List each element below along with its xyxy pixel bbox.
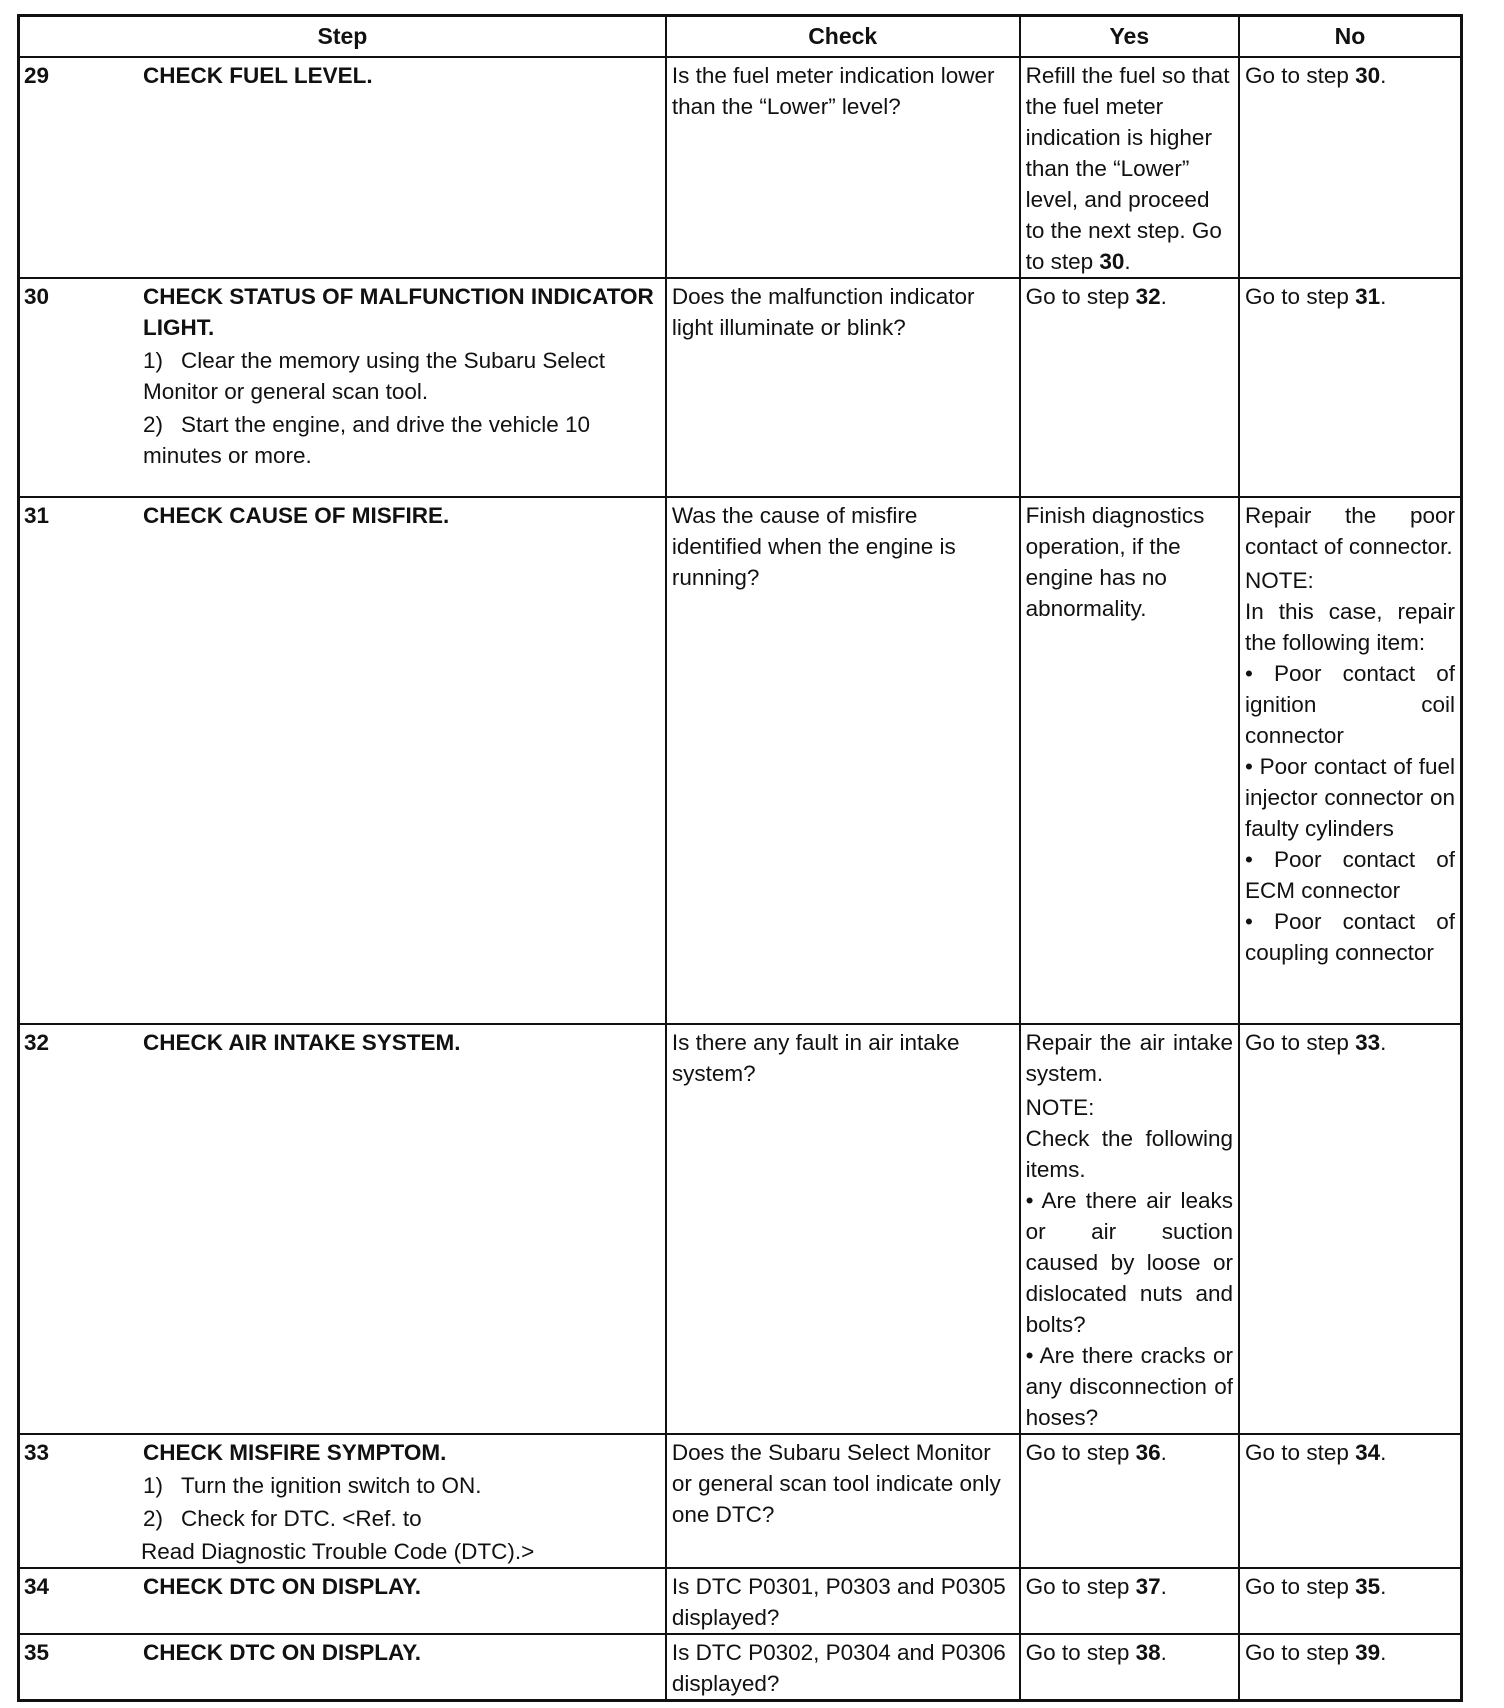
check-cell: Does the Subaru Select Monitor or general scan tool indicate only one DTC? <box>666 1434 1020 1568</box>
check-cell: Does the malfunction indicator light illuminate or blink? <box>666 278 1020 497</box>
yes-step-ref: 36 <box>1135 1440 1161 1465</box>
step-number: 34 <box>24 1574 50 1599</box>
header-no: No <box>1239 16 1461 58</box>
step-number: 33 <box>24 1440 50 1465</box>
yes-text: Go to step <box>1025 1640 1136 1665</box>
header-check: Check <box>666 16 1020 58</box>
yes-cell: Finish diagnostics operation, if the engine has no abnormality. <box>1020 497 1239 1024</box>
header-yes: Yes <box>1020 16 1239 58</box>
note-item: • Poor contact of fuel injector connector on faulty cylinders <box>1245 754 1455 841</box>
substep-label: 2) <box>143 1506 164 1531</box>
table-row <box>19 278 1462 497</box>
check-cell: Is DTC P0301, P0303 and P0305 displayed? <box>666 1568 1020 1634</box>
header-row <box>19 16 1462 58</box>
step-title: CHECK DTC ON DISPLAY. <box>143 1574 421 1599</box>
check-cell: Was the cause of misfire identified when the engine is running? <box>666 497 1020 1024</box>
note-intro: Check the following items. <box>1025 1126 1234 1182</box>
note-item: • Poor contact of ECM connector <box>1245 847 1455 903</box>
substep <box>143 409 657 471</box>
step-number: 35 <box>24 1640 50 1665</box>
yes-step-ref: 38 <box>1135 1640 1161 1665</box>
table-row <box>19 57 1462 278</box>
step-cell <box>19 1568 666 1634</box>
step-cell <box>19 57 666 278</box>
no-text: Go to step <box>1245 1574 1356 1599</box>
yes-cell: Refill the fuel so that the fuel meter indication is higher than the “Lower” level, and proceed to the next step. Go to step 30. <box>1020 57 1239 278</box>
reference-link[interactable]: Read Diagnostic Trouble Code (DTC).> <box>141 1539 535 1564</box>
table-row <box>19 1434 1462 1568</box>
note-item: • Poor contact of ignition coil connector <box>1245 661 1455 748</box>
no-cell: Go to step 39. <box>1239 1634 1461 1701</box>
no-step-ref: 30 <box>1355 63 1381 88</box>
yes-text: Go to step <box>1025 1574 1136 1599</box>
step-cell <box>19 278 666 497</box>
note-label: NOTE: <box>1025 1095 1095 1120</box>
step-title: CHECK STATUS OF MALFUNCTION INDICATOR LIGHT. <box>143 284 654 340</box>
no-cell: Go to step 30. <box>1239 57 1461 278</box>
substep-text: Clear the memory using the Subaru Select Monitor or general scan tool. <box>143 348 605 404</box>
substep-text: Check for DTC. <Ref. to <box>181 1506 422 1531</box>
yes-cell <box>1020 1024 1239 1434</box>
step-title: CHECK CAUSE OF MISFIRE. <box>143 503 450 528</box>
no-cell: Go to step 35. <box>1239 1568 1461 1634</box>
step-title: CHECK MISFIRE SYMPTOM. <box>143 1440 447 1465</box>
yes-step-ref: 37 <box>1135 1574 1161 1599</box>
no-text: Go to step <box>1245 63 1356 88</box>
step-number: 29 <box>24 63 50 88</box>
yes-step-ref: 32 <box>1135 284 1161 309</box>
yes-text: Refill the fuel so that the fuel meter indication is higher than the “Lower” level, and proceed to the next step. Go to step <box>1025 63 1230 274</box>
no-step-ref: 35 <box>1355 1574 1381 1599</box>
no-text: Go to step <box>1245 1640 1356 1665</box>
no-cell <box>1239 497 1461 1024</box>
yes-cell: Go to step 37. <box>1020 1568 1239 1634</box>
step-title: CHECK DTC ON DISPLAY. <box>143 1640 421 1665</box>
no-step-ref: 31 <box>1355 284 1381 309</box>
note-item: • Poor contact of coupling connector <box>1245 909 1455 965</box>
yes-text: Go to step <box>1025 284 1136 309</box>
check-cell: Is the fuel meter indication lower than the “Lower” level? <box>666 57 1020 278</box>
step-number: 31 <box>24 503 50 528</box>
substep <box>143 1470 657 1501</box>
substep-label: 1) <box>143 348 164 373</box>
yes-step-ref: 30 <box>1099 249 1125 274</box>
table-row <box>19 1568 1462 1634</box>
note-item: • Are there cracks or any disconnection of hoses? <box>1025 1343 1234 1430</box>
substep-text: Start the engine, and drive the vehicle 10 minutes or more. <box>143 412 591 468</box>
substep-label: 2) <box>143 412 164 437</box>
no-step-ref: 39 <box>1355 1640 1381 1665</box>
yes-cell: Go to step 32. <box>1020 278 1239 497</box>
step-number: 30 <box>24 284 50 309</box>
note-intro: In this case, repair the following item: <box>1245 599 1455 655</box>
step-title: CHECK AIR INTAKE SYSTEM. <box>143 1030 461 1055</box>
step-cell <box>19 1024 666 1434</box>
step-cell <box>19 1434 666 1568</box>
step-cell <box>19 1634 666 1701</box>
check-cell: Is there any fault in air intake system? <box>666 1024 1020 1434</box>
yes-text: Repair the air intake system. <box>1025 1030 1234 1086</box>
no-cell: Go to step 31. <box>1239 278 1461 497</box>
check-cell: Is DTC P0302, P0304 and P0306 displayed? <box>666 1634 1020 1701</box>
yes-text: Go to step <box>1025 1440 1136 1465</box>
substep-text: Turn the ignition switch to ON. <box>181 1473 482 1498</box>
step-cell <box>19 497 666 1024</box>
no-step-ref: 33 <box>1355 1030 1381 1055</box>
note-item: • Are there air leaks or air suction caused by loose or dislocated nuts and bolts? <box>1025 1188 1234 1337</box>
no-text: Go to step <box>1245 1030 1356 1055</box>
yes-cell: Go to step 38. <box>1020 1634 1239 1701</box>
no-text: Go to step <box>1245 1440 1356 1465</box>
table-row <box>19 497 1462 1024</box>
yes-cell: Go to step 36. <box>1020 1434 1239 1568</box>
substep <box>143 1503 657 1534</box>
step-number: 32 <box>24 1030 50 1055</box>
note-label: NOTE: <box>1245 568 1314 593</box>
no-text: Go to step <box>1245 284 1356 309</box>
step-title: CHECK FUEL LEVEL. <box>143 63 373 88</box>
substep-label: 1) <box>143 1473 164 1498</box>
table-row <box>19 1024 1462 1434</box>
table-row <box>19 1634 1462 1701</box>
no-cell: Go to step 33. <box>1239 1024 1461 1434</box>
diagnostic-table <box>17 14 1463 1702</box>
no-step-ref: 34 <box>1355 1440 1381 1465</box>
no-text: Repair the poor contact of connector. <box>1245 503 1455 559</box>
header-step: Step <box>19 16 666 58</box>
substep <box>143 345 657 407</box>
no-cell: Go to step 34. <box>1239 1434 1461 1568</box>
